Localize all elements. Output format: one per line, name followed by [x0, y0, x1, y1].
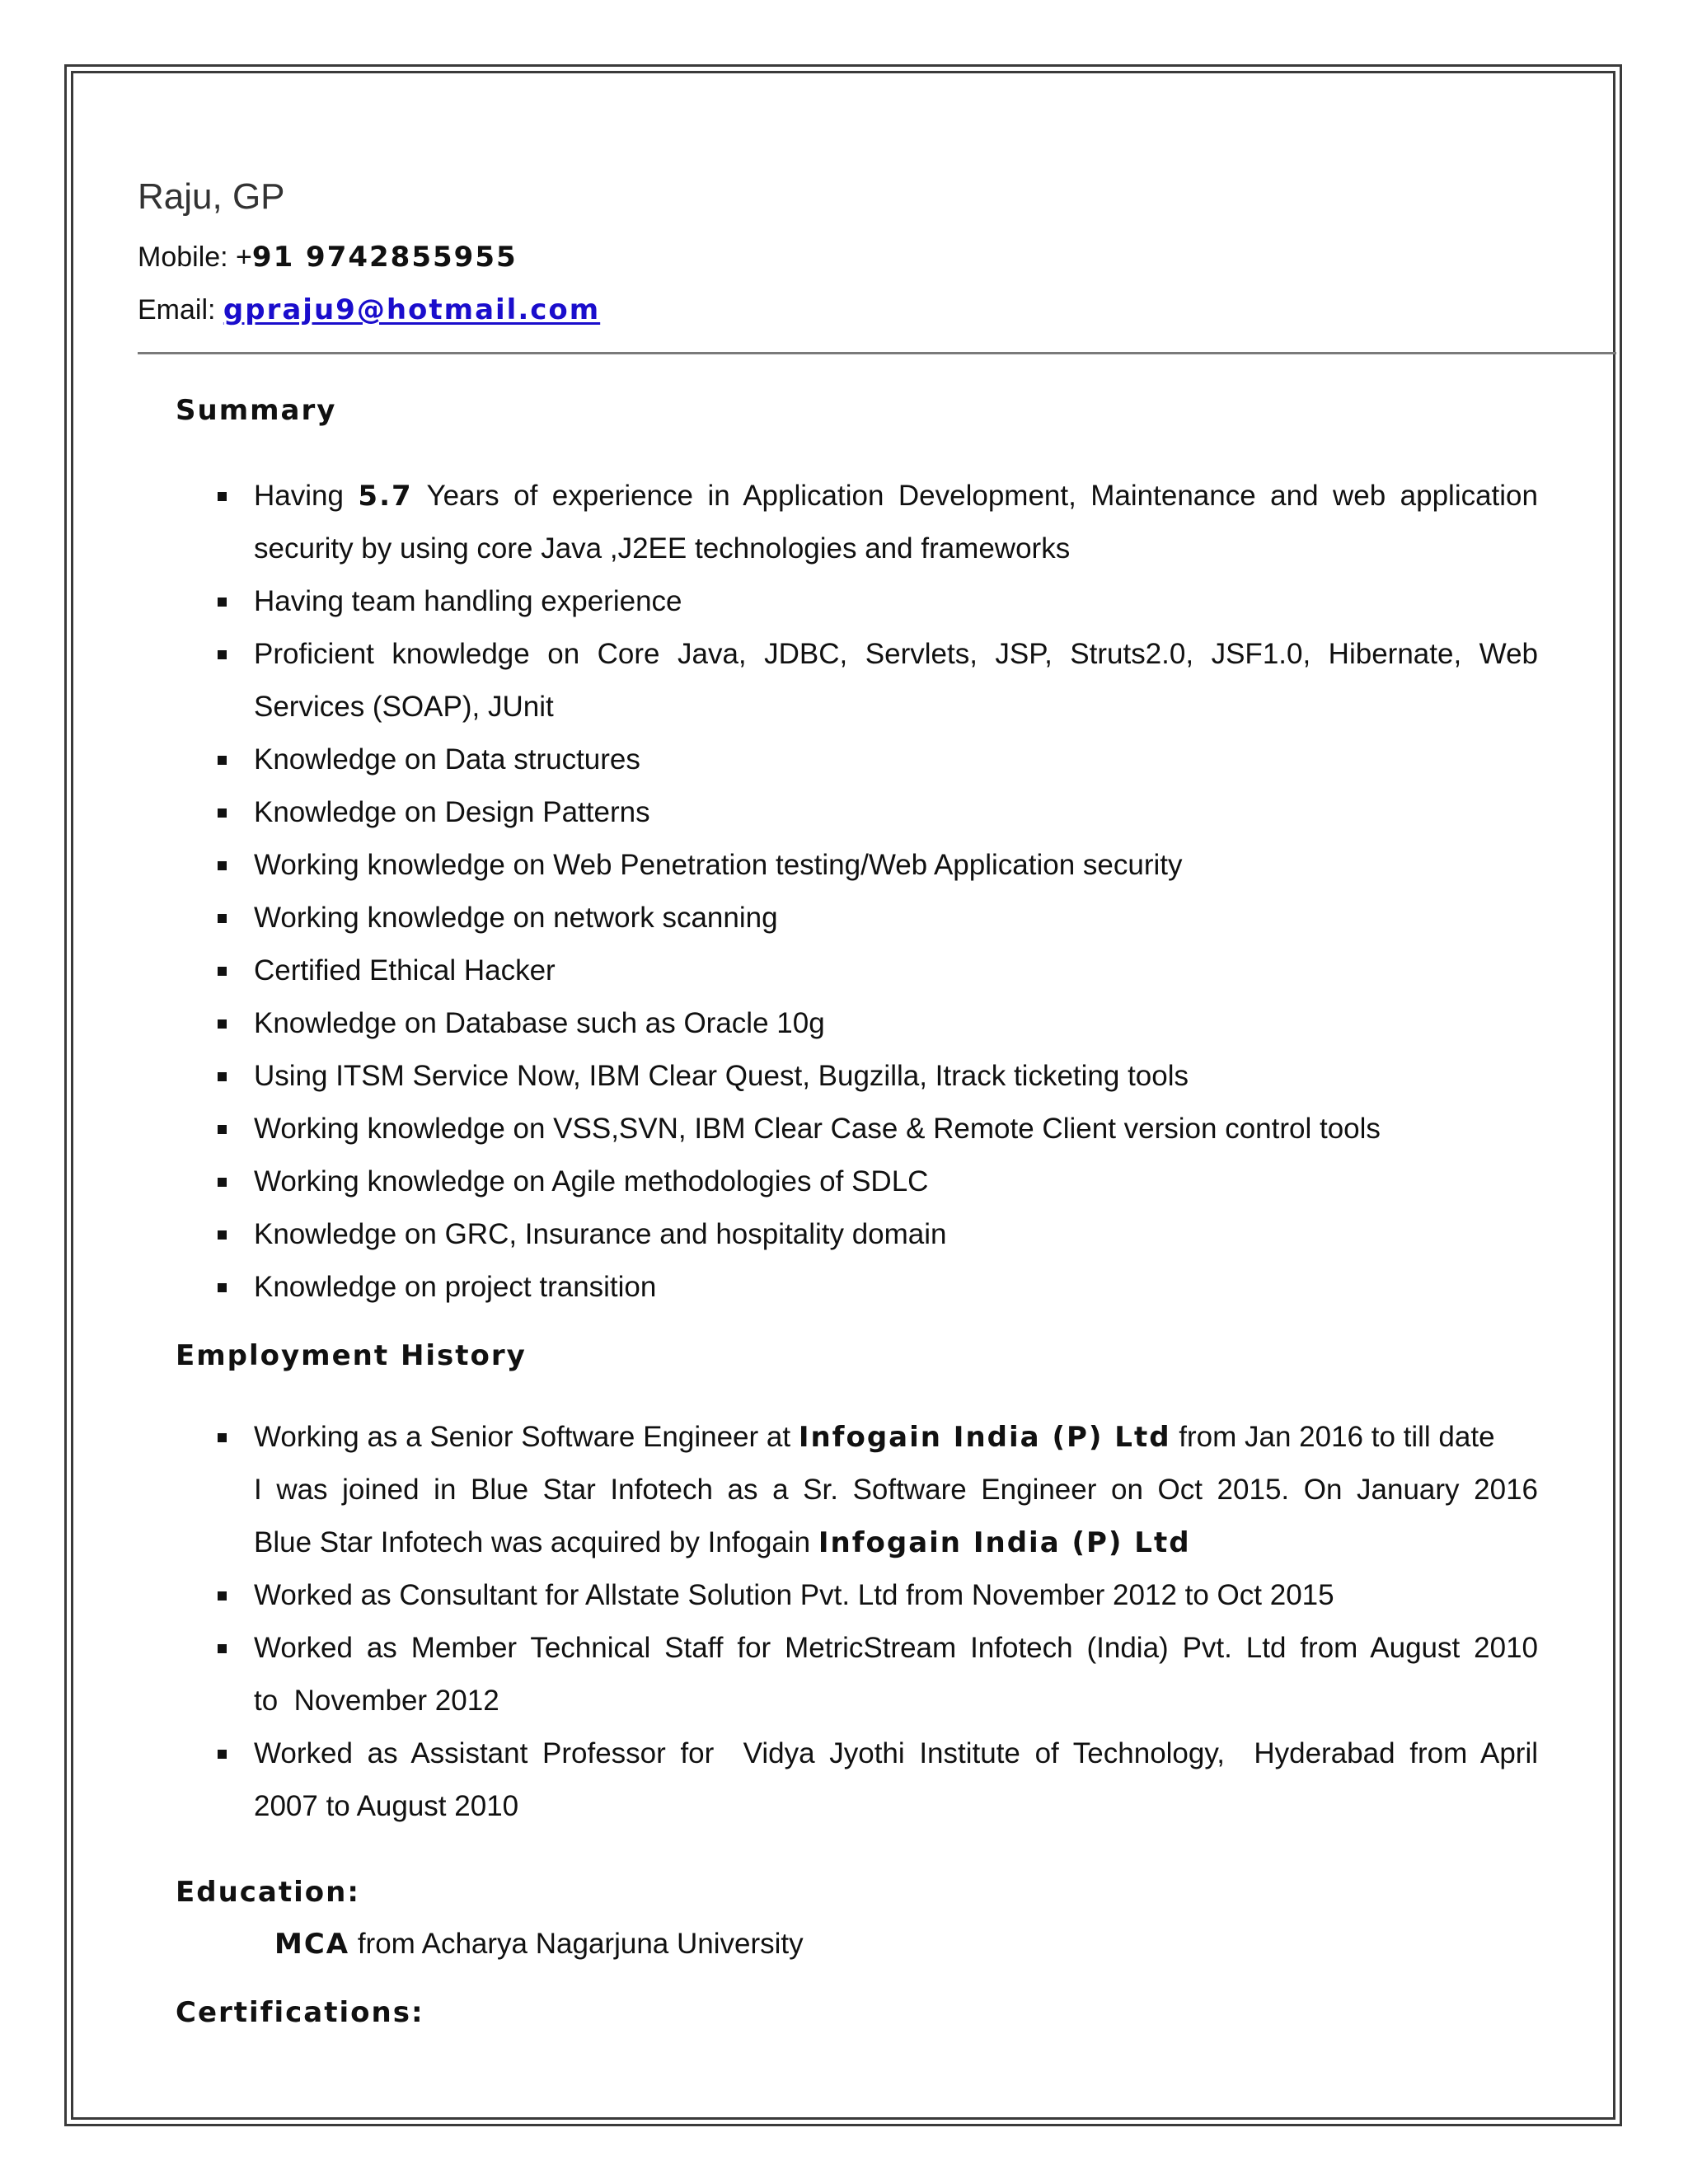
employment-item: Working as a Senior Software Engineer at Infogain India (P) Ltd from Jan 2016 to till date I was joined in Blue Star Infotech as a Sr. Software Engineer on Oct 2015. On January 2016 Blue Star Infotech was acquired by Infogain Infogain India (P) Ltd [254, 1411, 1538, 1569]
summary-item: Having 5.7 Years of experience in Application Development, Maintenance and web application security by using core Java ,J2EE technologies and frameworks [254, 470, 1538, 575]
bullet-icon [218, 1072, 227, 1081]
summary-item: Knowledge on Design Patterns [254, 786, 1538, 839]
mobile-line [138, 241, 518, 274]
summary-item: Using ITSM Service Now, IBM Clear Quest, Bugzilla, Itrack ticketing tools [254, 1050, 1538, 1103]
email-line [138, 293, 600, 327]
mobile-label: Mobile: + [138, 241, 252, 273]
summary-item: Having team handling experience [254, 575, 1538, 628]
email-label: Email: [138, 294, 223, 326]
certifications-heading: Certifications: [176, 1996, 424, 2029]
summary-heading: Summary [176, 394, 337, 427]
bullet-icon [218, 598, 227, 607]
bullet-icon [218, 492, 227, 501]
summary-list [254, 470, 1538, 1314]
employment-item: Worked as Member Technical Staff for MetricStream Infotech (India) Pvt. Ltd from August 2010 to November 2012 [254, 1622, 1538, 1727]
employment-list [254, 1411, 1538, 1833]
bullet-icon [218, 967, 227, 976]
bullet-icon [218, 1230, 227, 1240]
employment-item: Worked as Assistant Professor for Vidya Jyothi Institute of Technology, Hyderabad from April 2007 to August 2010 [254, 1727, 1538, 1833]
summary-item: Certified Ethical Hacker [254, 944, 1538, 997]
bullet-icon [218, 1178, 227, 1187]
summary-item: Working knowledge on Web Penetration testing/Web Application security [254, 839, 1538, 892]
company-name: Infogain India (P) Ltd [818, 1526, 1191, 1559]
summary-item: Working knowledge on network scanning [254, 892, 1538, 944]
candidate-name: Raju, GP [138, 176, 285, 217]
summary-item: Knowledge on project transition [254, 1261, 1538, 1314]
summary-item: Working knowledge on VSS,SVN, IBM Clear Case & Remote Client version control tools [254, 1103, 1538, 1155]
bullet-icon [218, 1591, 227, 1601]
bullet-icon [218, 650, 227, 659]
years-experience: 5.7 [358, 480, 413, 513]
mobile-number: 91 9742855955 [251, 241, 518, 274]
bullet-icon [218, 1283, 227, 1292]
email-link[interactable]: gpraju9@hotmail.com [223, 293, 601, 326]
bullet-icon [218, 1750, 227, 1759]
company-name: Infogain India (P) Ltd [798, 1421, 1171, 1454]
summary-item: Knowledge on Data structures [254, 733, 1538, 786]
degree: MCA [274, 1928, 350, 1961]
header-divider [138, 352, 1616, 354]
summary-item: Knowledge on Database such as Oracle 10g [254, 997, 1538, 1050]
bullet-icon [218, 1019, 227, 1029]
bullet-icon [218, 808, 227, 818]
employment-heading: Employment History [176, 1339, 527, 1372]
education-heading: Education: [176, 1876, 360, 1909]
summary-item: Proficient knowledge on Core Java, JDBC, Servlets, JSP, Struts2.0, JSF1.0, Hibernate, Web Services (SOAP), JUnit [254, 628, 1538, 733]
bullet-icon [218, 756, 227, 765]
bullet-icon [218, 1125, 227, 1134]
summary-item: Knowledge on GRC, Insurance and hospitality domain [254, 1208, 1538, 1261]
bullet-icon [218, 861, 227, 870]
bullet-icon [218, 914, 227, 923]
employment-item: Worked as Consultant for Allstate Solution Pvt. Ltd from November 2012 to Oct 2015 [254, 1569, 1538, 1622]
bullet-icon [218, 1433, 227, 1442]
summary-item: Working knowledge on Agile methodologies of SDLC [254, 1155, 1538, 1208]
bullet-icon [218, 1644, 227, 1653]
education-entry [274, 1927, 804, 1961]
education-detail: from Acharya Nagarjuna University [349, 1928, 804, 1960]
